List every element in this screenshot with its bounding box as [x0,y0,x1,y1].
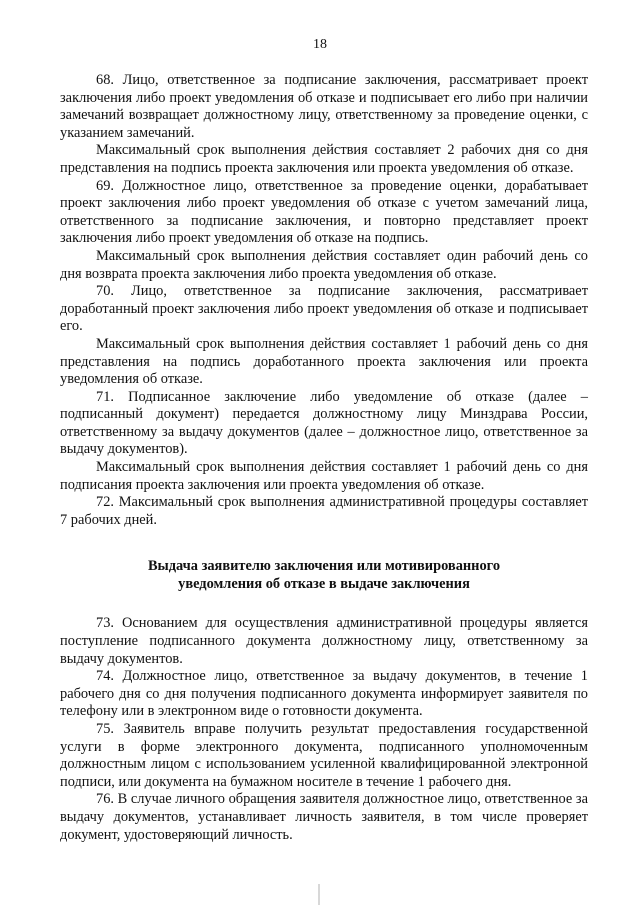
paragraph-76: 76. В случае личного обращения заявителя должностное лицо, ответственное за выдачу документов, устанавливает личность заявителя, в том числе проверяет документ, удостоверяющий личность. [60,791,588,843]
paragraph-70: 70. Лицо, ответственное за подписание заключения, рассматривает доработанный проект заключения либо проект уведомления об отказе и подписывает его. [60,283,588,335]
paragraph-72: 72. Максимальный срок выполнения административной процедуры составляет 7 рабочих дней. [60,494,588,528]
paragraph-69: 69. Должностное лицо, ответственное за проведение оценки, дорабатывает проект заключения либо проект уведомления об отказе с учетом замечаний лица, ответственного за подписание заключения, и повторно представляет проект заключения либо проект уведомления об отказе на подпись. [60,177,588,247]
paragraph-68: 68. Лицо, ответственное за подписание заключения, рассматривает проект заключения либо проект уведомления об отказе и подписывает его либо при наличии замечаний возвращает должностному лицу, ответственному за проведение оценки, с указанием замечаний. [60,72,588,141]
scan-artifact-line [318,884,320,905]
paragraph-73: 73. Основанием для осуществления административной процедуры является поступление подписанного документа должностному лицу, ответственному за выдачу документов. [60,615,588,667]
paragraph-75: 75. Заявитель вправе получить результат предоставления государственной услуги в форме электронного документа, подписанного уполномоченным должностным лицом с использованием усиленной квалифицированной электронной подписи, или документа на бумажном носителе в течение 1 рабочего дня. [60,721,588,790]
paragraph-68-deadline: Максимальный срок выполнения действия составляет 2 рабочих дня со дня представления на подпись проекта заключения или проекта уведомления об отказе. [60,142,588,176]
paragraph-71: 71. Подписанное заключение либо уведомление об отказе (далее – подписанный документ) передается должностному лицу Минздрава России, ответственному за выдачу документов (далее – должностное лицо, ответственное за выдачу документов). [60,388,588,458]
paragraph-70-deadline: Максимальный срок выполнения действия составляет 1 рабочий день со дня представления на подпись доработанного проекта заключения или проекта уведомления об отказе. [60,335,588,388]
document-body [60,72,588,844]
section-heading-line-2: уведомления об отказе в выдаче заключения [178,576,470,593]
section-heading [60,557,588,593]
paragraph-71-deadline: Максимальный срок выполнения действия составляет 1 рабочий день со дня подписания проекта заключения или проекта уведомления об отказе. [60,459,588,493]
page-number: 18 [313,37,327,52]
paragraph-69-deadline: Максимальный срок выполнения действия составляет один рабочий день со дня возврата проекта заключения либо проекта уведомления об отказе. [60,247,588,282]
section-heading-line-1: Выдача заявителю заключения или мотивированного [147,558,501,575]
paragraph-74: 74. Должностное лицо, ответственное за выдачу документов, в течение 1 рабочего дня со дня получения подписанного документа информирует заявителя по телефону или в электронном виде о готовности документа. [60,668,588,720]
